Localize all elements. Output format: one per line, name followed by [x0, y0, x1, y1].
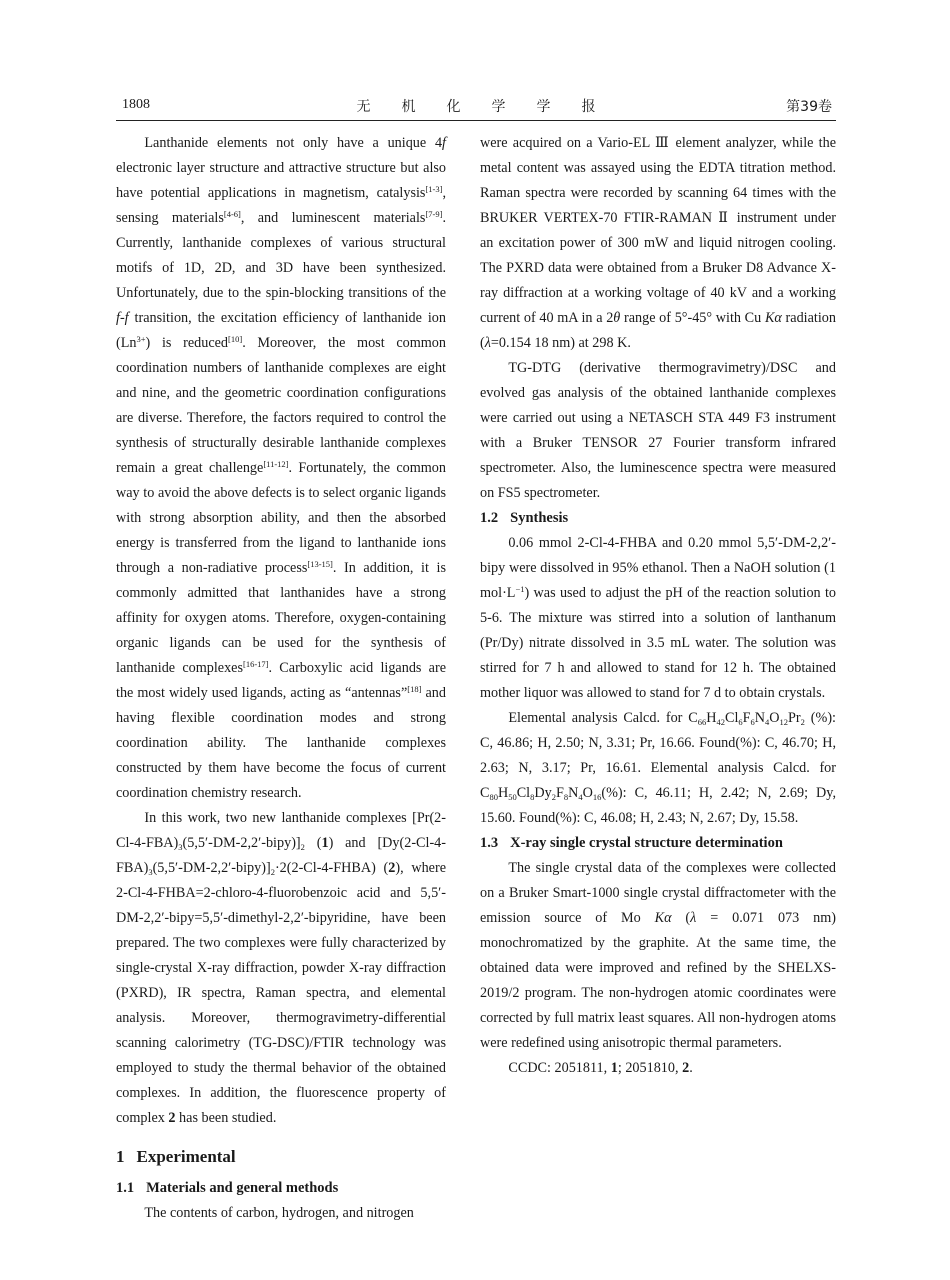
citation: [16-17] — [243, 659, 269, 669]
thermal-analysis-paragraph: TG-DTG (derivative thermogravimetry)/DSC and evolved gas analysis of the obtained lanthanide complexes were carried out using a NETASCH STA 449 F3 instrument with a Bruker TENSOR 27 Fourier transform infrared spectrometer. Also, the luminescence spectra were measured on FS5 spectrometer. — [480, 360, 836, 501]
journal-title: 无机化学学报 — [356, 99, 627, 115]
intro-paragraph-1: Lanthanide elements not only have a unique 4f electronic layer structure and attractive structure but also have potential applications in magnetism, catalysis[1-3], sensing materials[4-6], and luminescent materials[7-9]. Currently, lanthanide complexes of various structural motifs of 1D, 2D, and 3D have been synthesized. Unfortunately, due to the spin-blocking transitions of the f-f transition, the excitation efficiency of lanthanide ion $(Ln^{3+})$ is reduced[10]. Moreover, the most common coordination numbers of lanthanide complexes are eight and nine, and the geometric coordination configurations are diverse. Therefore, the factors required to control the synthesis of structurally desirable lanthanide complexes remain a great challenge[11-12]. Fortunately, the common way to avoid the above defects is to select organic ligands with strong absorption ability, and then the absorbed energy is transferred from the ligand to lanthanide ions through a non-radiative process[13-15]. In addition, it is commonly admitted that lanthanides have a strong affinity for oxygen atoms. Therefore, oxygen-containing organic ligands can be used for the synthesis of lanthanide complexes[16-17]. Carboxylic acid ligands are the most widely used ligands, acting as “antennas”[18] and having flexible coordination modes and strong coordination ability. The lanthanide complexes constructed by them have become the focus of current coordination chemistry research. — [116, 135, 446, 801]
subsection-heading-materials: 1.1 Materials and general methods — [116, 1180, 339, 1196]
running-header — [116, 95, 836, 119]
citation: [13-15] — [307, 559, 333, 569]
left-column — [116, 131, 446, 1226]
synthesis-paragraph: 0.06 mmol 2-Cl-4-FHBA and 0.20 mmol 5,5′-DM-2,2′-bipy were dissolved in 95% ethanol. Then a NaOH solution (1 $mol\cdot L^{-1}$) was used to adjust the pH of the reaction solution to 5-6. The mixture was stirred into a solution of lanthanum (Pr/Dy) nitrate dissolved in 3.5 mL water. The solution was stirred for 7 h and allowed to stand for 12 h. The obtained mother liquor was allowed to stand for 7 d to obtain crystals. — [480, 535, 836, 701]
subsection-heading-xray: 1.3 X-ray single crystal structure determination — [480, 835, 783, 851]
section-heading-experimental: 1 Experimental — [116, 1147, 236, 1166]
xray-paragraph: The single crystal data of the complexes were collected on a Bruker Smart-1000 single crystal diffractometer with the emission source of Mo Kα (λ = 0.071 073 nm) monochromatized by the graphite. At the same time, the obtained data were improved and refined by the SHELXS-2019/2 program. The non-hydrogen atomic coordinates were corrected by full matrix least squares. All non-hydrogen atoms were redefined using anisotropic thermal parameters. — [480, 860, 836, 1051]
methods-paragraph-cont: were acquired on a Vario-EL Ⅲ element analyzer, while the metal content was assayed using the EDTA titration method. Raman spectra were recorded by scanning 64 times with the BRUKER VERTEX-70 FTIR-RAMAN Ⅱ instrument under an excitation power of 300 mW and liquid nitrogen cooling. The PXRD data were obtained from a Bruker D8 Advance X-ray diffraction at a working voltage of 40 kV and a working current of 40 mA in a 2θ range of 5°-45° with Cu Kα radiation (λ=0.154 18 nm) at 298 K. — [480, 135, 836, 351]
right-column — [480, 131, 836, 1081]
volume-label: 第39卷 — [786, 99, 832, 115]
methods-paragraph-start: The contents of carbon, hydrogen, and nitrogen — [144, 1205, 414, 1221]
ccdc-paragraph: CCDC: 2051811, 1; 2051810, 2. — [508, 1060, 693, 1076]
citation: [10] — [228, 334, 243, 344]
citation: [11-12] — [263, 459, 289, 469]
header-rule — [116, 120, 836, 121]
page-number: 1808 — [122, 97, 150, 112]
citation: [18] — [407, 684, 422, 694]
citation: [1-3] — [425, 184, 443, 194]
elemental-analysis-paragraph: Elemental analysis Calcd. for $C_{66}H_{42}Cl_6F_6N_4O_{12}Pr_2$ (%): C, 46.86; H, 2.50; N, 3.31; Pr, 16.66. Found(%): C, 46.70; H, 2.63; N, 3.17; Pr, 16.61. Elemental analysis Calcd. for $C_{80}H_{50}Cl_8Dy_2F_8N_4O_{16}(\%)$: C, 46.11; H, 2.42; N, 2.69; Dy, 15.60. Found(%): C, 46.08; H, 2.43; N, 2.67; Dy, 15.58. — [480, 710, 836, 826]
intro-paragraph-2: In this work, two new lanthanide complexes $[Pr(2-Cl-4-FBA)_3(5,5'-DM-2,2'-bipy)]_2$ (1) and $[Dy(2-Cl-4-FBA)_3(5,5'-DM-2,2'-bipy)]_2\cdot 2(2-Cl-4-FHBA)$ (2), where 2-Cl-4-FHBA=2-chloro-4-fluorobenzoic acid and 5,5′-DM-2,2′-bipy=5,5′-dimethyl-2,2′-bipyridine, have been prepared. The two complexes were fully characterized by single-crystal X-ray diffraction, powder X-ray diffraction (PXRD), IR spectra, Raman spectra, and elemental analysis. Moreover, thermogravimetry-differential scanning calorimetry (TG-DSC)/FTIR technology was employed to study the thermal behavior of the obtained complexes. In addition, the fluorescence property of complex 2 has been studied. — [116, 810, 447, 1126]
citation: [7-9] — [425, 209, 443, 219]
subsection-heading-synthesis: 1.2 Synthesis — [480, 510, 569, 526]
citation: [4-6] — [223, 209, 241, 219]
